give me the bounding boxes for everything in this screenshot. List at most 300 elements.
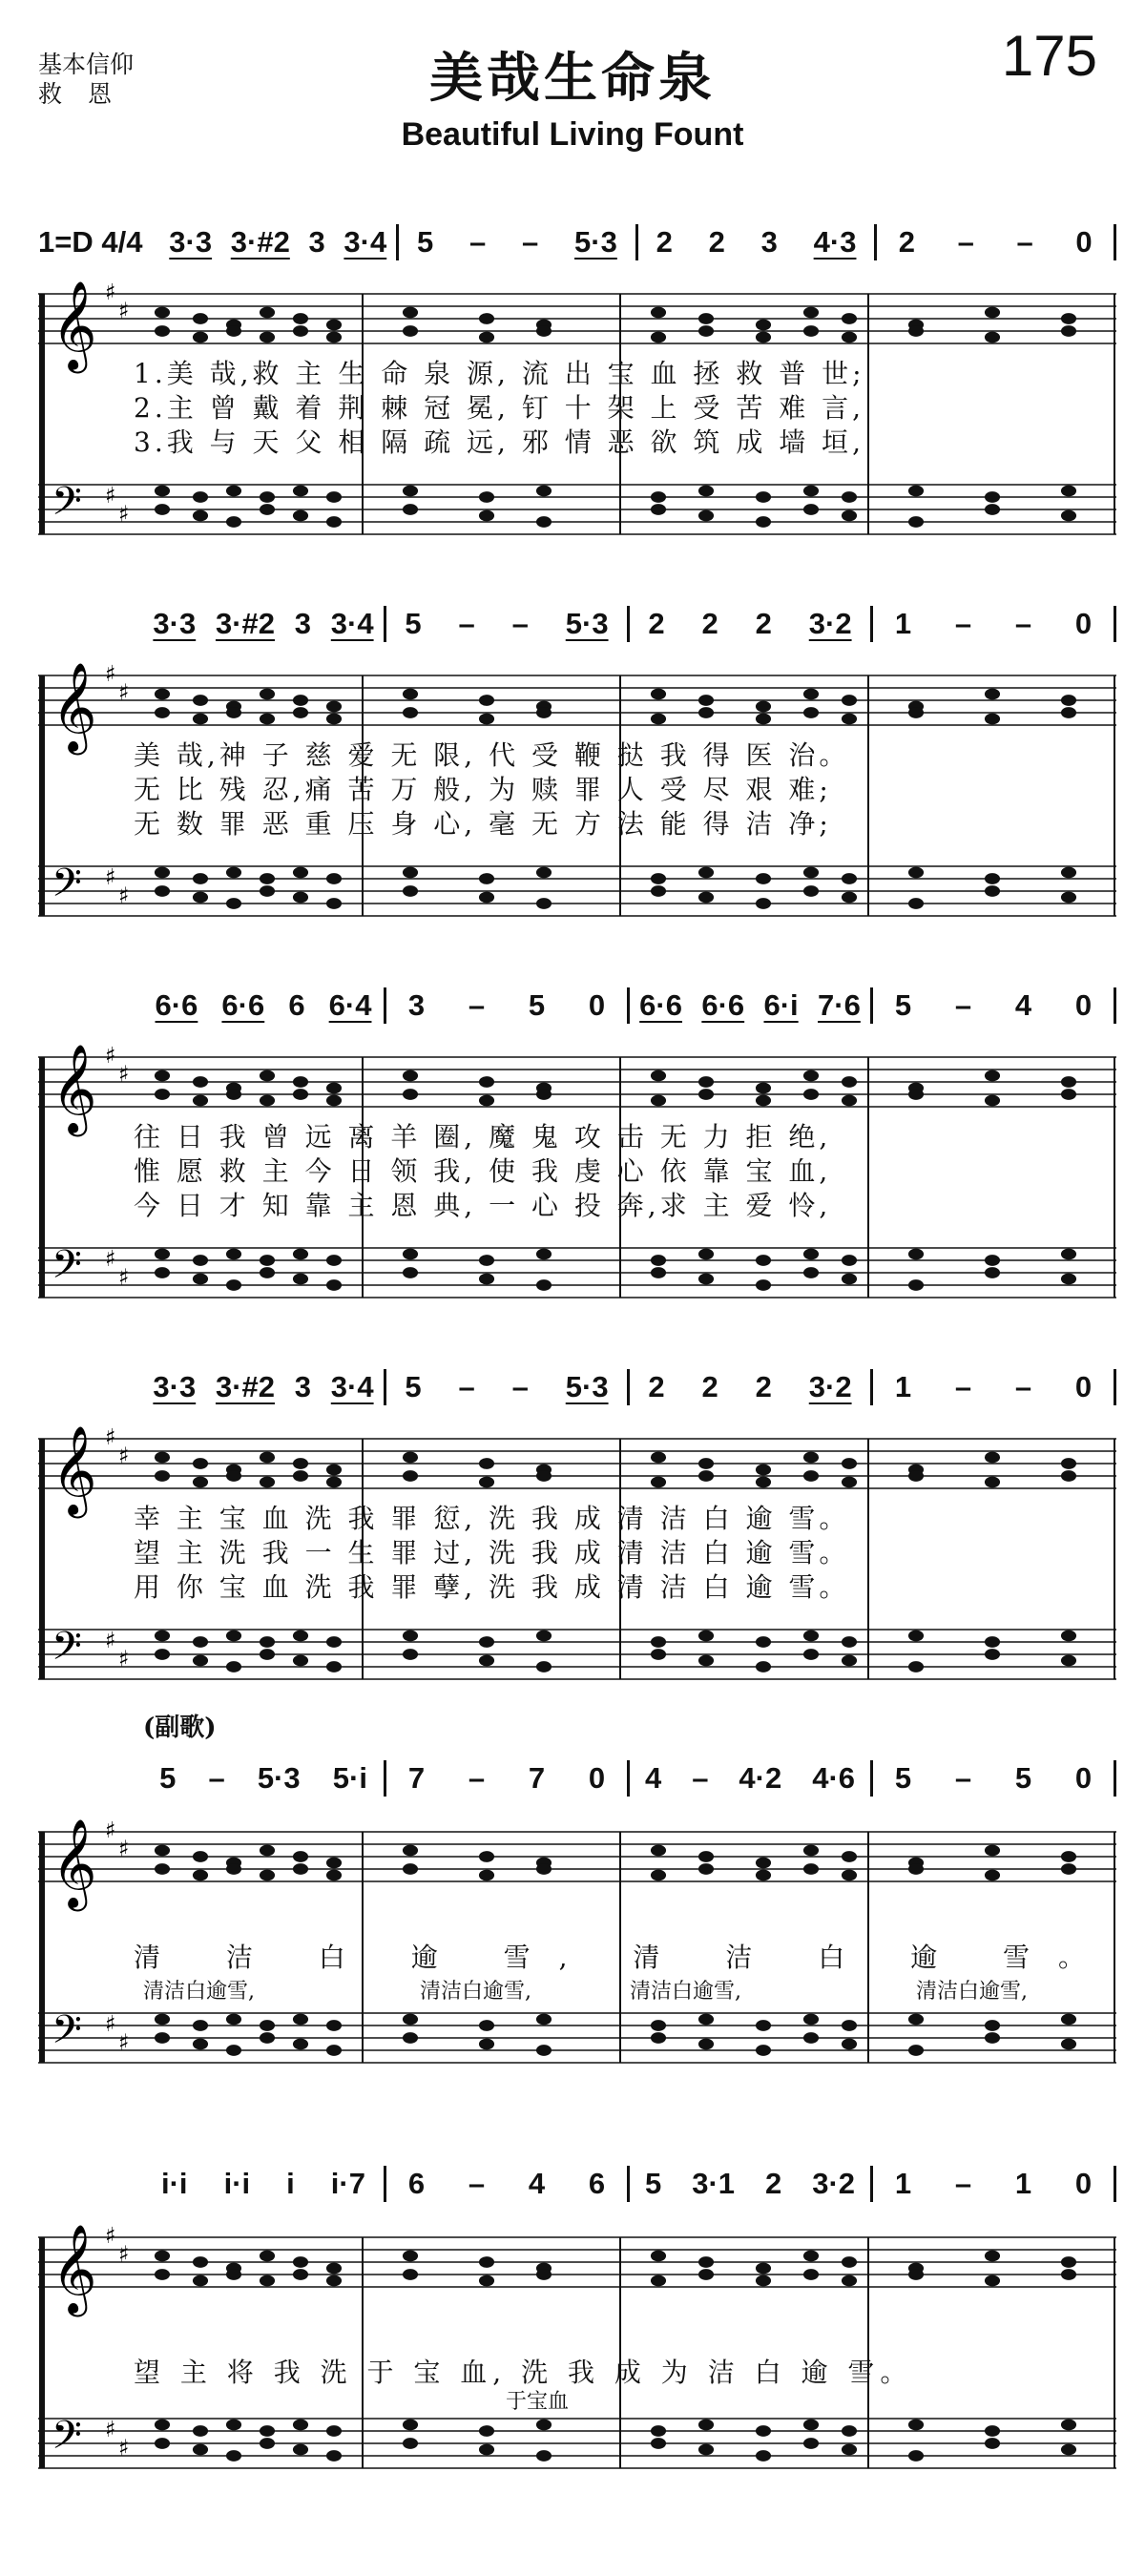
treble-notehead bbox=[698, 707, 714, 718]
treble-notehead bbox=[698, 325, 714, 337]
bass-notehead bbox=[155, 2014, 170, 2025]
jianpu-note: 6·4 bbox=[328, 988, 372, 1022]
bass-notehead bbox=[756, 2425, 771, 2437]
treble-notehead bbox=[698, 1458, 714, 1469]
jianpu-note: 3·2 bbox=[808, 607, 852, 640]
treble-notehead bbox=[803, 689, 819, 700]
treble-notehead bbox=[803, 325, 819, 337]
treble-notehead bbox=[651, 1070, 666, 1082]
treble-notehead bbox=[260, 307, 275, 319]
jianpu-note: 3·1 bbox=[692, 2167, 736, 2200]
jianpu-measure bbox=[386, 1369, 630, 1405]
jianpu-measure bbox=[630, 987, 873, 1024]
bass-notehead bbox=[1061, 2014, 1076, 2025]
jianpu-note: 5·i bbox=[332, 1761, 367, 1795]
treble-notehead bbox=[293, 1458, 308, 1469]
jianpu-measure bbox=[143, 1760, 386, 1797]
treble-notehead bbox=[1061, 695, 1076, 706]
lyric-line-1: 1.美 哉,救 主 生 命 泉 源, 流 出 宝 血 拯 救 普 世; bbox=[134, 358, 865, 389]
bass-notehead bbox=[326, 1636, 342, 1648]
jianpu-measure bbox=[873, 606, 1116, 642]
treble-notehead bbox=[536, 2269, 552, 2280]
bass-notehead bbox=[651, 2032, 666, 2044]
treble-notehead bbox=[403, 689, 418, 700]
bass-notehead bbox=[842, 1255, 857, 1266]
lyric-line-3: 无 数 罪 恶 重 压 身 心, 毫 无 方 法 能 得 洁 净; bbox=[134, 808, 832, 840]
treble-notehead bbox=[193, 695, 208, 706]
bass-notehead bbox=[260, 491, 275, 503]
bass-notehead bbox=[651, 2020, 666, 2031]
treble-notehead bbox=[193, 1095, 208, 1107]
bass-notehead bbox=[479, 892, 494, 904]
treble-notehead bbox=[293, 695, 308, 706]
bass-notehead bbox=[985, 1636, 1000, 1648]
jianpu-measure bbox=[143, 987, 386, 1024]
treble-notehead bbox=[155, 1070, 170, 1082]
jianpu-line bbox=[38, 1755, 1116, 1801]
treble-notehead bbox=[155, 2269, 170, 2280]
treble-key-sharp-icon: ♯ bbox=[118, 1442, 130, 1469]
jianpu-note: 5·3 bbox=[565, 1370, 609, 1403]
bass-notehead bbox=[293, 867, 308, 879]
jianpu-note: – bbox=[458, 1370, 475, 1403]
treble-notehead bbox=[260, 1452, 275, 1464]
jianpu-note: 3·3 bbox=[169, 225, 213, 259]
jianpu-measure bbox=[143, 2166, 386, 2202]
jianpu-note: 2 bbox=[755, 1370, 772, 1403]
jianpu-note: 6·6 bbox=[221, 988, 265, 1022]
treble-notehead bbox=[756, 1858, 771, 1869]
lyric-line-3: 用 你 宝 血 洗 我 罪 孽, 洗 我 成 清 洁 白 逾 雪。 bbox=[134, 1571, 850, 1603]
treble-notehead bbox=[403, 307, 418, 319]
bass-notehead bbox=[193, 1636, 208, 1648]
jianpu-line bbox=[38, 601, 1116, 647]
bass-notehead bbox=[651, 2425, 666, 2437]
bass-notehead bbox=[651, 504, 666, 515]
treble-notehead bbox=[842, 1095, 857, 1107]
bass-key-sharp-icon: ♯ bbox=[118, 500, 130, 528]
bass-notehead bbox=[403, 2420, 418, 2431]
treble-key-sharp-icon: ♯ bbox=[118, 1835, 130, 1862]
treble-notehead bbox=[155, 707, 170, 718]
treble-notehead bbox=[1061, 313, 1076, 324]
bass-notehead bbox=[985, 1255, 1000, 1266]
lyrics-block bbox=[134, 1116, 1116, 1219]
treble-notehead bbox=[803, 2269, 819, 2280]
bass-notehead bbox=[908, 1249, 924, 1260]
treble-notehead bbox=[479, 1076, 494, 1088]
bass-notehead bbox=[842, 1274, 857, 1285]
header bbox=[0, 0, 1145, 181]
treble-notehead bbox=[193, 1076, 208, 1088]
jianpu-note: 3 bbox=[294, 1370, 312, 1403]
treble-notehead bbox=[226, 707, 241, 718]
treble-clef-icon: 𝄞 bbox=[52, 662, 97, 752]
treble-notehead bbox=[908, 2269, 924, 2280]
jianpu-measure bbox=[630, 1369, 873, 1405]
jianpu-note: 1 bbox=[894, 607, 912, 640]
jianpu-note: – bbox=[692, 1761, 709, 1795]
jianpu-note: – bbox=[954, 1370, 972, 1403]
treble-notehead bbox=[226, 1863, 241, 1875]
jianpu-note: – bbox=[954, 2167, 972, 2200]
treble-notehead bbox=[293, 2256, 308, 2268]
treble-notehead bbox=[326, 2275, 342, 2287]
bass-notehead bbox=[756, 2045, 771, 2056]
bass-notehead bbox=[403, 486, 418, 497]
bass-notehead bbox=[226, 1661, 241, 1672]
bass-notehead bbox=[536, 1661, 552, 1672]
bass-notehead bbox=[155, 504, 170, 515]
bass-notehead bbox=[803, 1249, 819, 1260]
bass-notehead bbox=[293, 892, 308, 904]
treble-notehead bbox=[193, 2256, 208, 2268]
treble-notehead bbox=[293, 313, 308, 324]
bass-notehead bbox=[293, 2014, 308, 2025]
treble-notehead bbox=[756, 2275, 771, 2287]
jianpu-note: – bbox=[957, 225, 974, 259]
jianpu-note: 4·2 bbox=[739, 1761, 782, 1795]
treble-notehead bbox=[985, 1095, 1000, 1107]
jianpu-measure bbox=[630, 1760, 873, 1797]
bass-notehead bbox=[908, 2420, 924, 2431]
jianpu-note: 2 bbox=[898, 225, 915, 259]
treble-notehead bbox=[651, 1477, 666, 1488]
treble-notehead bbox=[985, 1870, 1000, 1881]
bass-key-sharp-icon: ♯ bbox=[105, 863, 116, 890]
bass-notehead bbox=[293, 1655, 308, 1667]
jianpu-note: 0 bbox=[1074, 988, 1093, 1022]
jianpu-note: 0 bbox=[1075, 225, 1093, 259]
treble-notehead bbox=[842, 332, 857, 343]
treble-notehead bbox=[1061, 2256, 1076, 2268]
bass-notehead bbox=[842, 2425, 857, 2437]
bass-notehead bbox=[260, 504, 275, 515]
bass-notehead bbox=[803, 2032, 819, 2044]
bass-notehead bbox=[1061, 1655, 1076, 1667]
bass-notehead bbox=[698, 1249, 714, 1260]
treble-notehead bbox=[403, 1089, 418, 1100]
bass-notehead bbox=[651, 1255, 666, 1266]
bass-notehead bbox=[908, 2450, 924, 2462]
jianpu-note: 6·6 bbox=[701, 988, 745, 1022]
treble-notehead bbox=[155, 1452, 170, 1464]
bass-notehead bbox=[226, 1631, 241, 1642]
treble-notehead bbox=[260, 689, 275, 700]
treble-notehead bbox=[803, 307, 819, 319]
treble-notehead bbox=[293, 1851, 308, 1862]
bass-notehead bbox=[698, 2039, 714, 2050]
treble-notehead bbox=[226, 1470, 241, 1482]
chorus-bass-lyric: 清洁白逾雪, bbox=[916, 1980, 1028, 2004]
jianpu-note: 5 bbox=[416, 225, 434, 259]
jianpu-measure bbox=[638, 224, 878, 260]
bass-notehead bbox=[698, 486, 714, 497]
bass-notehead bbox=[536, 898, 552, 909]
bass-notehead bbox=[842, 2039, 857, 2050]
chorus-bass-lyric: 清洁白逾雪, bbox=[420, 1980, 531, 2004]
bass-notehead bbox=[651, 2438, 666, 2449]
bass-notehead bbox=[193, 2444, 208, 2456]
jianpu-note: 7 bbox=[407, 1761, 426, 1795]
jianpu-note: – bbox=[522, 225, 539, 259]
lyric-line-2: 望 主 洗 我 一 生 罪 过, 洗 我 成 清 洁 白 逾 雪。 bbox=[134, 1537, 850, 1568]
jianpu-measure bbox=[630, 2166, 873, 2202]
jianpu-note: 5·3 bbox=[257, 1761, 301, 1795]
bass-notehead bbox=[1061, 2444, 1076, 2456]
chorus-label: (副歌) bbox=[143, 1714, 217, 1742]
bass-notehead bbox=[326, 1255, 342, 1266]
treble-notehead bbox=[193, 313, 208, 324]
lyric-line-1: 往 日 我 曾 远 离 羊 圈, 魔 鬼 攻 击 无 力 拒 绝, bbox=[134, 1121, 832, 1153]
bass-key-sharp-icon: ♯ bbox=[118, 882, 130, 909]
treble-notehead bbox=[756, 701, 771, 713]
bass-clef-icon: 𝄢 bbox=[52, 1623, 82, 1678]
bass-notehead bbox=[155, 1249, 170, 1260]
bass-key-sharp-icon: ♯ bbox=[118, 1645, 130, 1672]
bass-notehead bbox=[908, 1279, 924, 1291]
treble-notehead bbox=[155, 307, 170, 319]
jianpu-note: 4 bbox=[644, 1761, 662, 1795]
jianpu-measure bbox=[399, 224, 638, 260]
bass-notehead bbox=[479, 2020, 494, 2031]
bass-key-sharp-icon: ♯ bbox=[105, 2416, 116, 2442]
treble-notehead bbox=[155, 2251, 170, 2262]
treble-notehead bbox=[260, 1070, 275, 1082]
bass-notehead bbox=[403, 885, 418, 897]
jianpu-note: 7·6 bbox=[818, 988, 861, 1022]
bass-notehead bbox=[260, 873, 275, 884]
treble-notehead bbox=[698, 2256, 714, 2268]
bass-notehead bbox=[842, 873, 857, 884]
bass-notehead bbox=[651, 1267, 666, 1278]
treble-notehead bbox=[293, 1470, 308, 1482]
treble-notehead bbox=[193, 714, 208, 725]
bass-notehead bbox=[908, 898, 924, 909]
bass-notehead bbox=[403, 1649, 418, 1660]
jianpu-note: – bbox=[1016, 225, 1033, 259]
bass-notehead bbox=[226, 2045, 241, 2056]
treble-notehead bbox=[326, 1477, 342, 1488]
treble-notehead bbox=[479, 1870, 494, 1881]
lyrics-block bbox=[134, 353, 1116, 456]
treble-notehead bbox=[985, 1477, 1000, 1488]
jianpu-note: 3·4 bbox=[330, 607, 374, 640]
hymn-subtitle: Beautiful Living Fount bbox=[401, 116, 744, 153]
treble-notehead bbox=[536, 1863, 552, 1875]
jianpu-note: – bbox=[468, 225, 487, 259]
lyric-line-3: 3.我 与 天 父 相 隔 疏 远, 邪 情 恶 欲 筑 成 墙 垣, bbox=[134, 426, 865, 458]
bass-notehead bbox=[155, 2438, 170, 2449]
treble-notehead bbox=[403, 707, 418, 718]
treble-notehead bbox=[651, 1452, 666, 1464]
bass-notehead bbox=[155, 1631, 170, 1642]
treble-notehead bbox=[1061, 707, 1076, 718]
jianpu-note: 1 bbox=[1014, 2167, 1032, 2200]
bass-notehead bbox=[985, 491, 1000, 503]
jianpu-note: 5 bbox=[1014, 1761, 1032, 1795]
treble-notehead bbox=[698, 1089, 714, 1100]
jianpu-measure bbox=[386, 987, 630, 1024]
bass-notehead bbox=[155, 867, 170, 879]
jianpu-note: 3·3 bbox=[153, 1370, 197, 1403]
treble-notehead bbox=[803, 1863, 819, 1875]
bass-clef-icon: 𝄢 bbox=[52, 478, 82, 533]
bass-clef-icon: 𝄢 bbox=[52, 860, 82, 915]
jianpu-note: – bbox=[468, 1761, 486, 1795]
treble-notehead bbox=[803, 1470, 819, 1482]
treble-notehead bbox=[908, 325, 924, 337]
treble-key-sharp-icon: ♯ bbox=[118, 2240, 130, 2268]
category-line-1: 基本信仰 bbox=[38, 51, 135, 78]
bass-notehead bbox=[985, 504, 1000, 515]
jianpu-note: 1 bbox=[894, 2167, 912, 2200]
jianpu-note: 3·2 bbox=[812, 2167, 856, 2200]
jianpu-note: i·i bbox=[161, 2167, 188, 2200]
bass-notehead bbox=[326, 491, 342, 503]
treble-notehead bbox=[698, 1851, 714, 1862]
jianpu-measure bbox=[386, 606, 630, 642]
treble-notehead bbox=[756, 1465, 771, 1476]
treble-notehead bbox=[698, 2269, 714, 2280]
treble-notehead bbox=[479, 1477, 494, 1488]
treble-notehead bbox=[651, 689, 666, 700]
treble-notehead bbox=[803, 1452, 819, 1464]
chorus-lyrics-1: 清 洁 白 逾 雪, 清 洁 白 逾 雪。 bbox=[134, 1942, 1114, 1973]
bass-notehead bbox=[193, 1255, 208, 1266]
bass-clef-icon: 𝄢 bbox=[52, 2006, 82, 2062]
treble-key-sharp-icon: ♯ bbox=[105, 2222, 116, 2249]
jianpu-note: 5 bbox=[894, 988, 912, 1022]
jianpu-note: – bbox=[458, 607, 475, 640]
jianpu-measure bbox=[143, 1369, 386, 1405]
treble-notehead bbox=[479, 1458, 494, 1469]
bass-notehead bbox=[698, 867, 714, 879]
treble-notehead bbox=[155, 1863, 170, 1875]
hymn-title: 美哉生命泉 bbox=[429, 48, 716, 110]
treble-notehead bbox=[803, 1089, 819, 1100]
jianpu-line bbox=[38, 219, 1116, 265]
treble-notehead bbox=[756, 1870, 771, 1881]
bass-notehead bbox=[260, 2020, 275, 2031]
bass-notehead bbox=[403, 1267, 418, 1278]
jianpu-note: 2 bbox=[656, 225, 673, 259]
bass-notehead bbox=[756, 1279, 771, 1291]
treble-notehead bbox=[985, 1452, 1000, 1464]
treble-notehead bbox=[756, 320, 771, 331]
bass-notehead bbox=[803, 486, 819, 497]
treble-notehead bbox=[651, 1095, 666, 1107]
bass-notehead bbox=[326, 2425, 342, 2437]
treble-clef-icon: 𝄞 bbox=[52, 1044, 97, 1133]
jianpu-note: 4·6 bbox=[812, 1761, 856, 1795]
bass-notehead bbox=[226, 2014, 241, 2025]
treble-clef-icon: 𝄞 bbox=[52, 1425, 97, 1515]
bass-notehead bbox=[698, 1631, 714, 1642]
treble-notehead bbox=[479, 2275, 494, 2287]
bass-notehead bbox=[698, 892, 714, 904]
bass-notehead bbox=[479, 1636, 494, 1648]
bass-notehead bbox=[536, 1279, 552, 1291]
treble-notehead bbox=[756, 2263, 771, 2275]
bass-notehead bbox=[536, 516, 552, 528]
jianpu-note: – bbox=[1014, 1370, 1032, 1403]
treble-notehead bbox=[479, 332, 494, 343]
bass-notehead bbox=[908, 2014, 924, 2025]
bass-notehead bbox=[908, 867, 924, 879]
bass-notehead bbox=[260, 2032, 275, 2044]
treble-notehead bbox=[536, 1089, 552, 1100]
jianpu-note: 5 bbox=[528, 988, 546, 1022]
bass-notehead bbox=[698, 510, 714, 522]
bass-notehead bbox=[193, 510, 208, 522]
bass-notehead bbox=[479, 873, 494, 884]
treble-notehead bbox=[756, 714, 771, 725]
bass-notehead bbox=[260, 1267, 275, 1278]
jianpu-note: i·i bbox=[223, 2167, 251, 2200]
lyrics-block bbox=[134, 735, 1116, 838]
jianpu-note: 1 bbox=[894, 1370, 912, 1403]
treble-notehead bbox=[803, 1070, 819, 1082]
treble-notehead bbox=[403, 1470, 418, 1482]
bass-notehead bbox=[479, 491, 494, 503]
treble-notehead bbox=[226, 2269, 241, 2280]
bass-notehead bbox=[226, 867, 241, 879]
treble-notehead bbox=[698, 1470, 714, 1482]
bass-notehead bbox=[226, 1249, 241, 1260]
treble-notehead bbox=[260, 332, 275, 343]
jianpu-note: 3·#2 bbox=[215, 1370, 275, 1403]
bass-notehead bbox=[193, 491, 208, 503]
treble-notehead bbox=[1061, 1089, 1076, 1100]
jianpu-note: 2 bbox=[755, 607, 772, 640]
bass-notehead bbox=[293, 2420, 308, 2431]
treble-notehead bbox=[698, 313, 714, 324]
bass-notehead bbox=[226, 2420, 241, 2431]
treble-notehead bbox=[842, 1458, 857, 1469]
bass-notehead bbox=[193, 2039, 208, 2050]
treble-notehead bbox=[193, 1870, 208, 1881]
bass-notehead bbox=[908, 1661, 924, 1672]
lyric-line-1: 美 哉,神 子 慈 爱 无 限, 代 受 鞭 挞 我 得 医 治。 bbox=[134, 739, 850, 771]
treble-notehead bbox=[1061, 325, 1076, 337]
jianpu-note: 2 bbox=[701, 607, 718, 640]
treble-key-sharp-icon: ♯ bbox=[118, 1060, 130, 1088]
bass-key-sharp-icon: ♯ bbox=[105, 1627, 116, 1653]
jianpu-measure bbox=[873, 2166, 1116, 2202]
bass-notehead bbox=[536, 2045, 552, 2056]
treble-clef-icon: 𝄞 bbox=[52, 2224, 97, 2314]
jianpu-note: – bbox=[511, 1370, 529, 1403]
chorus-alto-lyric: 于宝血 bbox=[506, 2390, 570, 2414]
treble-notehead bbox=[193, 1458, 208, 1469]
jianpu-note: – bbox=[468, 2167, 486, 2200]
bass-notehead bbox=[536, 486, 552, 497]
treble-notehead bbox=[985, 714, 1000, 725]
jianpu-note: 6 bbox=[407, 2167, 426, 2200]
treble-notehead bbox=[908, 707, 924, 718]
treble-notehead bbox=[403, 1452, 418, 1464]
bass-notehead bbox=[908, 1631, 924, 1642]
bass-notehead bbox=[193, 892, 208, 904]
jianpu-note: 6·i bbox=[763, 988, 799, 1022]
jianpu-line bbox=[38, 1364, 1116, 1410]
treble-notehead bbox=[908, 1863, 924, 1875]
bass-notehead bbox=[326, 2045, 342, 2056]
jianpu-note: 2 bbox=[708, 225, 725, 259]
treble-notehead bbox=[1061, 1851, 1076, 1862]
jianpu-note: 2 bbox=[648, 607, 665, 640]
